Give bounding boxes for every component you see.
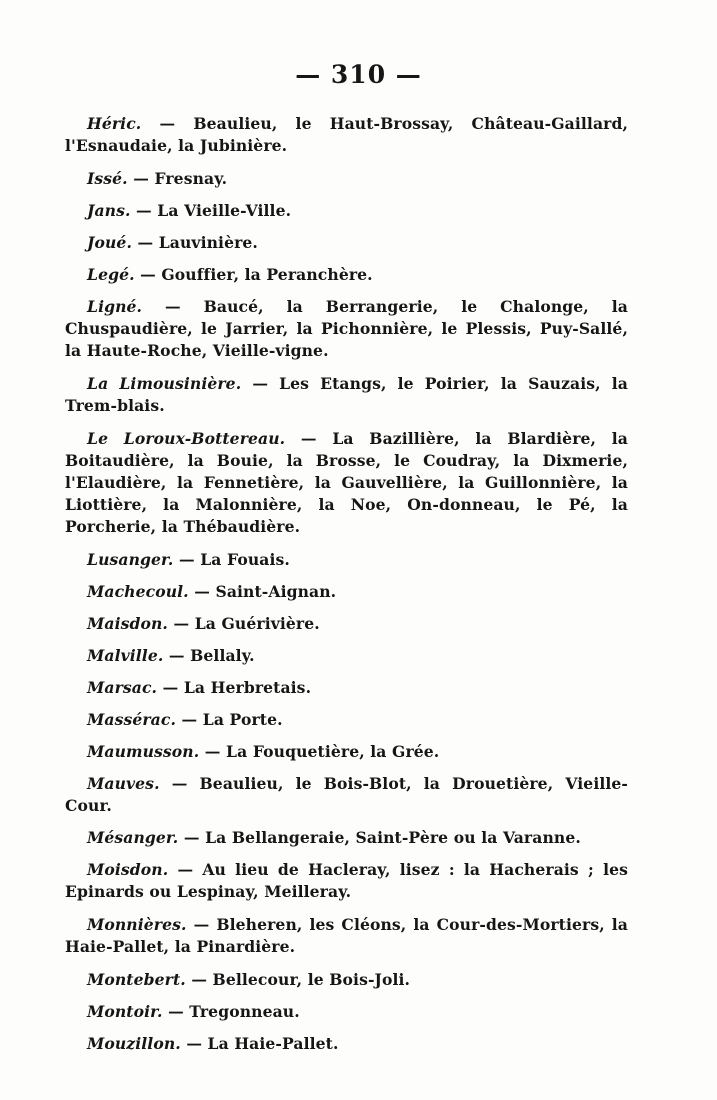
locality-list: — Bellaly. [163, 646, 255, 665]
locality-list: — Beaulieu, le Bois-Blot, la Drouetière, Vieille-Cour. [65, 774, 628, 815]
commune-name: Montoir. [87, 1002, 163, 1021]
locality-list: — La Guérivière. [167, 614, 320, 633]
entry-jans [65, 200, 628, 222]
commune-name: Malville. [87, 646, 164, 665]
entry-lege [65, 264, 628, 286]
commune-name: Machecoul. [87, 582, 189, 601]
entry-moisdon [65, 859, 628, 903]
locality-list: — La Fouquetière, la Grée. [199, 742, 440, 761]
entry-masserac [65, 709, 628, 731]
commune-name: Maumusson. [87, 742, 200, 761]
commune-name: Lusanger. [87, 550, 174, 569]
gazetteer-entries [65, 113, 628, 1065]
locality-list: — La Haie-Pallet. [180, 1034, 339, 1053]
entry-lusanger [65, 549, 628, 571]
commune-name: Mouzillon. [87, 1034, 181, 1053]
entry-mesanger [65, 827, 628, 849]
entry-malville [65, 645, 628, 667]
page-number: — 310 — [295, 60, 422, 89]
locality-list: — Fresnay. [127, 169, 228, 188]
locality-list: — Lauvinière. [131, 233, 258, 252]
commune-name: Mésanger. [87, 828, 179, 847]
entry-maumusson [65, 741, 628, 763]
locality-list: — La Vieille-Ville. [130, 201, 292, 220]
entry-marsac [65, 677, 628, 699]
commune-name: Legé. [87, 265, 135, 284]
commune-name: Jans. [87, 201, 131, 220]
entry-isse [65, 168, 628, 190]
locality-list: — La Bellangeraie, Saint-Père ou la Varanne. [178, 828, 581, 847]
entry-mauves [65, 773, 628, 817]
entry-joue [65, 232, 628, 254]
entry-montoir [65, 1001, 628, 1023]
locality-list: — La Herbretais. [157, 678, 312, 697]
commune-name: Monnières. [87, 915, 187, 934]
locality-list: — Beaulieu, le Haut-Brossay, Château-Gaillard, l'Esnaudaie, la Jubinière. [65, 114, 628, 155]
entry-montebert [65, 969, 628, 991]
entry-heric [65, 113, 628, 157]
locality-list: — La Porte. [176, 710, 283, 729]
commune-name: La Limousinière. [87, 374, 242, 393]
locality-list: — Bleheren, les Cléons, la Cour-des-Mortiers, la Haie-Pallet, la Pinardière. [65, 915, 628, 956]
entry-mouzillon [65, 1033, 628, 1055]
entry-le-loroux-bottereau [65, 428, 628, 538]
commune-name: Le Loroux-Bottereau. [87, 429, 286, 448]
entry-ligne [65, 296, 628, 362]
entry-monnieres [65, 914, 628, 958]
commune-name: Héric. [87, 114, 142, 133]
entry-machecoul [65, 581, 628, 603]
commune-name: Ligné. [87, 297, 143, 316]
entry-maisdon [65, 613, 628, 635]
locality-list: — La Fouais. [173, 550, 290, 569]
commune-name: Montebert. [87, 970, 186, 989]
locality-list: — La Bazillière, la Blardière, la Boitaudière, la Bouie, la Brosse, le Coudray, la Dixmerie, l'Elaudière, la Fennetière, la Gauvellière, la Guillonnière, la Liottière, la Malonnière, la Noe, On-donneau, le Pé, la Porcherie, la Thébaudière. [65, 429, 628, 536]
commune-name: Joué. [87, 233, 132, 252]
commune-name: Issé. [87, 169, 128, 188]
commune-name: Marsac. [87, 678, 158, 697]
entry-la-limousiniere [65, 373, 628, 417]
locality-list: — Au lieu de Hacleray, lisez : la Hacherais ; les Epinards ou Lespinay, Meilleray. [65, 860, 628, 901]
locality-list: — Gouffier, la Peranchère. [134, 265, 373, 284]
locality-list: — Tregonneau. [162, 1002, 300, 1021]
locality-list: — Saint-Aignan. [188, 582, 337, 601]
commune-name: Mauves. [87, 774, 160, 793]
commune-name: Massérac. [87, 710, 176, 729]
commune-name: Moisdon. [87, 860, 169, 879]
locality-list: — Les Etangs, le Poirier, la Sauzais, la Trem-blais. [65, 374, 628, 415]
locality-list: — Bellecour, le Bois-Joli. [185, 970, 411, 989]
commune-name: Maisdon. [87, 614, 168, 633]
locality-list: — Baucé, la Berrangerie, le Chalonge, la Chuspaudière, le Jarrier, la Pichonnière, le Plessis, Puy-Sallé, la Haute-Roche, Vieille-vigne. [65, 297, 628, 360]
